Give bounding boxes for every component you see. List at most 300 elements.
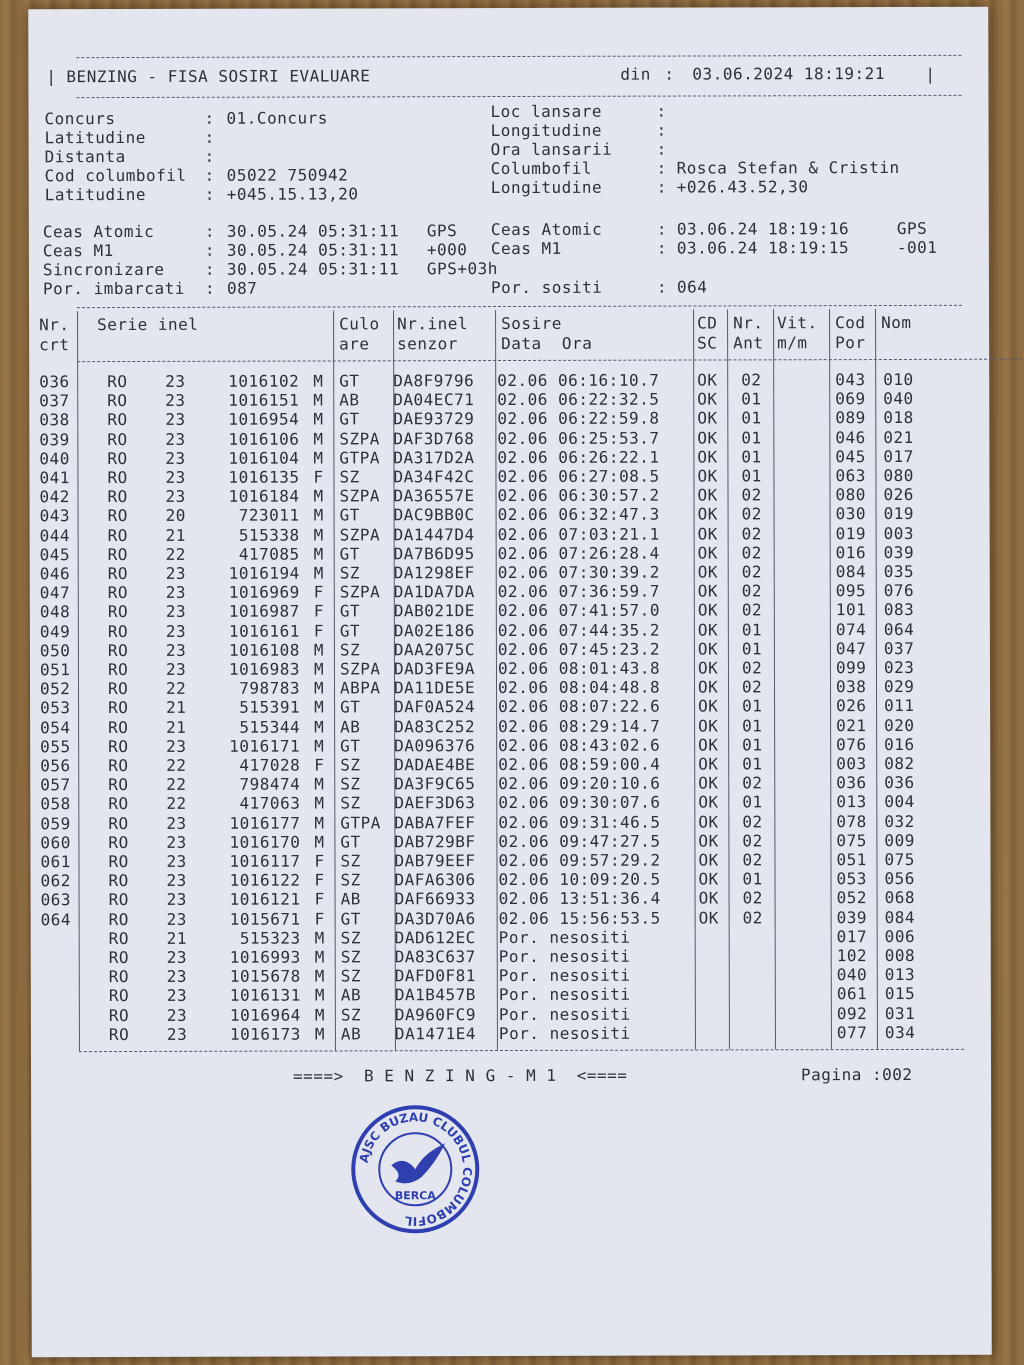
table-column-divider	[77, 311, 80, 1051]
row-arrival: Por. nesositi	[498, 946, 631, 967]
row-ring: 798783	[239, 678, 301, 698]
header-vit-2: m/m	[777, 333, 808, 353]
row-nr: 052	[39, 679, 71, 699]
row-arrival: 02.06 08:01:43.8	[497, 658, 661, 679]
row-color: SZ	[340, 947, 362, 967]
row-cdsc: OK	[697, 466, 718, 486]
row-ring: 1016964	[229, 1005, 301, 1025]
table-column-divider	[693, 310, 696, 1050]
row-nom: 008	[884, 945, 916, 966]
clock-value: 087	[226, 278, 258, 298]
info-value: +045.15.13,20	[226, 184, 359, 204]
row-color: SZ	[340, 928, 361, 948]
row-color: SZ	[340, 966, 362, 986]
row-antenna: 02	[742, 773, 763, 793]
row-color: SZ	[340, 851, 361, 871]
header-ant-2: Ant	[733, 333, 764, 353]
row-country: RO	[107, 391, 128, 411]
row-year: 23	[166, 851, 187, 871]
row-color: AB	[340, 889, 361, 909]
info-value: 05022 750942	[226, 165, 349, 185]
row-ring: 1016161	[228, 621, 300, 641]
row-nom: 003	[883, 523, 915, 543]
printout-sheet	[28, 7, 992, 1358]
row-arrival: 02.06 08:59:00.4	[498, 754, 661, 775]
info-sep: :	[656, 177, 667, 197]
row-nom: 009	[884, 830, 915, 850]
row-nr: 039	[39, 429, 70, 449]
info-sep: :	[204, 108, 215, 128]
row-sex: M	[313, 371, 324, 391]
row-arrival: 02.06 07:44:35.2	[497, 620, 661, 640]
row-sensor: DA1447D4	[393, 524, 475, 544]
footer-banner: ====> B E N Z I N G - M 1 <====	[293, 1065, 628, 1086]
row-arrival: 02.06 06:22:59.8	[497, 408, 660, 429]
row-antenna: 02	[741, 658, 763, 678]
row-country: RO	[108, 967, 130, 987]
row-sex: F	[314, 870, 325, 890]
report-date-sep: :	[664, 64, 675, 84]
clock-sep: :	[204, 240, 216, 260]
row-cdsc: OK	[697, 658, 719, 678]
row-sex: F	[313, 467, 324, 487]
row-nom: 037	[883, 638, 915, 658]
row-arrival: 02.06 08:07:22.6	[498, 696, 661, 717]
row-ring: 1016194	[228, 563, 300, 583]
row-cdsc: OK	[698, 908, 719, 928]
row-cdsc: OK	[698, 792, 719, 812]
row-sex: M	[313, 525, 324, 545]
row-cdsc: OK	[698, 696, 719, 716]
row-nr: 055	[40, 736, 71, 757]
row-color: AB	[340, 1024, 362, 1044]
row-color: SZ	[340, 1004, 362, 1025]
row-sex: M	[314, 985, 325, 1005]
row-ring: 417085	[238, 544, 300, 564]
row-cod: 078	[836, 811, 867, 831]
row-sex: F	[314, 909, 325, 929]
row-year: 21	[166, 717, 187, 737]
row-nom: 064	[883, 619, 915, 639]
row-ring: 1016106	[228, 429, 300, 449]
row-nr: 059	[40, 813, 71, 833]
row-cod: 074	[835, 619, 867, 639]
row-sex: M	[314, 1005, 326, 1025]
row-sensor: DABA7FEF	[394, 812, 476, 832]
row-antenna: 02	[741, 562, 763, 582]
row-country: RO	[107, 583, 129, 603]
clock-sep: :	[204, 259, 216, 279]
row-color: SZPA	[339, 486, 381, 506]
row-sensor: DA3D70A6	[394, 908, 476, 928]
row-color: GT	[340, 832, 361, 852]
info-sep: :	[204, 184, 215, 204]
header-culoare: Culo	[339, 314, 380, 334]
row-nom: 023	[883, 657, 915, 678]
row-year: 23	[166, 986, 188, 1006]
row-nom: 036	[884, 773, 915, 793]
header-cod: Cod	[835, 313, 866, 333]
row-country: RO	[108, 736, 129, 756]
row-country: RO	[108, 832, 129, 852]
row-cdsc: OK	[697, 677, 719, 697]
row-sex: F	[314, 755, 325, 775]
row-year: 23	[165, 640, 187, 660]
row-sensor: DA02E186	[393, 620, 475, 640]
row-arrival: 02.06 07:36:59.7	[497, 581, 660, 602]
row-year: 23	[165, 391, 186, 411]
row-antenna: 02	[742, 907, 763, 927]
row-color: AB	[340, 985, 362, 1005]
clock-extra: GPS	[426, 221, 458, 241]
row-nom: 016	[884, 734, 915, 754]
row-country: RO	[108, 775, 129, 795]
clock-label: Ceas Atomic	[490, 219, 603, 240]
top-divider	[76, 55, 961, 58]
row-antenna: 02	[741, 523, 762, 543]
report-title: BENZING - FISA SOSIRI EVALUARE	[66, 66, 371, 87]
row-cdsc: OK	[697, 524, 718, 544]
row-sex: M	[314, 697, 325, 717]
clock-label: Ceas M1	[490, 238, 562, 259]
row-nr: 056	[40, 756, 71, 776]
clock-value: 30.05.24 05:31:11	[226, 240, 400, 260]
row-ring: 515338	[238, 525, 300, 545]
clock-value: 30.05.24 05:31:11	[226, 221, 400, 241]
row-year: 23	[166, 832, 187, 852]
row-color: SZ	[340, 755, 361, 775]
row-sex: M	[313, 505, 324, 525]
row-sensor: DAF0A524	[394, 697, 476, 717]
row-antenna: 02	[741, 677, 763, 697]
clock-extra: GPS	[896, 218, 928, 238]
row-ring: 1016993	[229, 947, 301, 967]
row-cdsc: OK	[697, 485, 718, 505]
row-ring: 1016983	[229, 659, 300, 679]
row-ring: 1016122	[229, 870, 301, 890]
row-sensor: DA11DE5E	[393, 678, 476, 698]
row-year: 22	[166, 755, 187, 775]
row-year: 23	[165, 410, 186, 430]
row-cdsc: OK	[697, 389, 718, 409]
row-year: 23	[165, 659, 187, 679]
row-sex: M	[313, 678, 325, 698]
row-ring: 1015678	[229, 966, 301, 986]
row-cod: 061	[836, 984, 868, 1004]
row-cod: 101	[835, 600, 867, 620]
row-arrival: 02.06 07:45:23.2	[497, 639, 661, 659]
row-ring: 1016117	[229, 851, 301, 871]
row-nom: 006	[884, 926, 916, 946]
row-sensor: DAFD0F81	[394, 966, 476, 986]
row-nom: 004	[884, 792, 915, 812]
header-cod-2: Por	[835, 333, 866, 353]
row-ring: 1016954	[228, 409, 300, 430]
row-nr: 040	[39, 448, 70, 469]
row-sex: F	[313, 582, 324, 602]
row-country: RO	[107, 679, 129, 699]
row-arrival: 02.06 06:16:10.7	[497, 370, 660, 391]
row-sensor: DADAE4BE	[394, 755, 476, 775]
row-sensor: DA096376	[394, 735, 476, 756]
header-sosire-2: Data Ora	[501, 333, 593, 354]
row-cod: 075	[836, 830, 867, 850]
row-country: RO	[107, 640, 129, 660]
row-cdsc: OK	[697, 447, 718, 467]
row-sex: M	[313, 429, 324, 449]
row-year: 21	[165, 525, 186, 545]
row-ring: 515391	[239, 697, 301, 718]
row-nom: 068	[884, 888, 915, 908]
row-country: RO	[107, 410, 128, 430]
row-year: 22	[165, 544, 186, 564]
row-cod: 046	[835, 427, 866, 447]
row-sensor: DA3F9C65	[394, 774, 476, 794]
row-cod: 099	[835, 658, 867, 678]
row-arrival: Por. nesositi	[498, 927, 631, 947]
row-cdsc: OK	[697, 504, 718, 524]
row-nom: 080	[883, 465, 914, 486]
row-antenna: 01	[741, 639, 763, 659]
row-sensor: DAE93729	[393, 409, 475, 429]
row-nom: 040	[883, 389, 914, 409]
row-arrival: 02.06 09:57:29.2	[498, 850, 661, 871]
header-culoare-2: are	[339, 334, 370, 354]
row-year: 23	[166, 871, 187, 891]
clock-sep: :	[656, 219, 667, 239]
table-bottom-divider	[79, 1049, 964, 1052]
clock-label: Ceas Atomic	[42, 221, 155, 242]
row-sensor: DA04EC71	[393, 390, 475, 410]
clock-sep: :	[656, 277, 668, 297]
clock-sep: :	[656, 238, 668, 258]
row-nom: 015	[884, 984, 916, 1004]
row-cdsc: OK	[697, 428, 718, 448]
stamp-ring-text: AJSC BUZAU CLUBUL COLUMBOFIL	[356, 1110, 475, 1229]
row-sensor: DA1471E4	[394, 1023, 477, 1044]
row-nom: 019	[883, 504, 914, 524]
row-color: SZ	[339, 563, 361, 583]
row-sex: M	[313, 448, 324, 468]
row-color: GT	[339, 409, 360, 429]
row-ring: 1016151	[228, 390, 300, 410]
row-country: RO	[107, 468, 128, 488]
row-antenna: 01	[741, 408, 762, 428]
row-cod: 013	[836, 792, 867, 812]
row-nom: 018	[883, 408, 914, 428]
row-cod: 045	[835, 446, 866, 466]
row-ring: 1016184	[228, 486, 300, 506]
info-value: 01.Concurs	[226, 108, 328, 128]
header-ant: Nr.	[733, 313, 764, 333]
row-ring: 1016135	[228, 467, 300, 487]
row-arrival: 02.06 06:32:47.3	[497, 504, 660, 525]
row-color: GT	[340, 697, 361, 717]
row-nr: 036	[39, 372, 70, 392]
row-sensor: DA34F42C	[393, 467, 475, 487]
row-ring: 1016121	[229, 889, 301, 910]
table-column-divider	[875, 309, 878, 1049]
row-country: RO	[108, 890, 129, 910]
clock-label: Por. sositi	[490, 277, 603, 298]
row-cdsc: OK	[697, 543, 718, 563]
row-year: 22	[165, 679, 187, 699]
row-country: RO	[107, 563, 129, 584]
row-country: RO	[107, 525, 128, 545]
info-label: Cod columbofil	[44, 165, 187, 186]
row-antenna: 01	[741, 466, 762, 486]
row-country: RO	[107, 621, 129, 641]
row-antenna: 01	[742, 715, 763, 735]
row-nom: 075	[884, 849, 915, 870]
header-divider	[76, 95, 961, 98]
row-sensor: DA1298EF	[393, 563, 475, 583]
row-sensor: DA8F9796	[393, 371, 475, 391]
row-arrival: 02.06 09:30:07.6	[498, 792, 661, 813]
row-arrival: 02.06 09:31:46.5	[498, 812, 661, 832]
row-ring: 1016969	[228, 582, 300, 602]
row-antenna: 01	[742, 792, 763, 812]
header-senzor: Nr.inel	[397, 314, 469, 334]
row-arrival: Por. nesositi	[498, 965, 631, 986]
row-sex: M	[314, 947, 325, 967]
row-cdsc: OK	[698, 831, 719, 851]
row-color: SZPA	[339, 582, 381, 602]
info-value: Rosca Stefan & Cristin	[676, 157, 900, 178]
row-sensor: DAF3D768	[393, 428, 475, 448]
info-label: Distanta	[44, 147, 126, 167]
table-header-divider	[77, 359, 1022, 362]
header-senzor-2: senzor	[397, 334, 458, 354]
row-color: GTPA	[339, 448, 380, 468]
row-country: RO	[108, 871, 129, 891]
row-ring: 1016131	[229, 985, 301, 1006]
row-cdsc: OK	[697, 408, 718, 428]
row-sensor: DA1DA7DA	[393, 582, 475, 602]
info-sep: :	[204, 165, 215, 185]
page-number: Pagina :002	[801, 1064, 913, 1085]
row-ring: 515344	[239, 717, 301, 737]
row-ring: 417028	[239, 755, 301, 775]
row-sensor: DAEF3D63	[394, 793, 476, 813]
row-sex: M	[313, 486, 324, 506]
row-arrival: 02.06 06:30:57.2	[497, 485, 660, 506]
row-year: 23	[165, 371, 186, 391]
row-nr: 050	[39, 640, 71, 661]
row-arrival: Por. nesositi	[498, 985, 631, 1005]
row-year: 23	[166, 1005, 188, 1025]
header-cdsc-2: SC	[697, 333, 718, 353]
table-top-divider	[77, 305, 962, 308]
row-nom: 026	[883, 485, 914, 505]
row-nr: 045	[39, 544, 71, 565]
row-nr: 054	[40, 717, 71, 737]
row-antenna: 01	[741, 447, 762, 467]
table-column-divider	[333, 310, 336, 1050]
row-antenna: 01	[741, 619, 763, 639]
row-nr: 061	[40, 852, 71, 872]
clock-extra: -001	[896, 237, 938, 257]
info-label: Loc lansare	[490, 101, 602, 122]
row-year: 21	[166, 928, 187, 948]
row-cod: 080	[835, 485, 866, 505]
row-nom: 029	[883, 677, 915, 697]
row-antenna: 02	[742, 888, 763, 908]
row-color: SZ	[340, 774, 361, 794]
row-country: RO	[107, 372, 128, 392]
row-nr: 063	[40, 890, 72, 910]
row-cdsc: OK	[698, 812, 719, 832]
row-nom: 082	[884, 753, 915, 774]
clock-label: Sincronizare	[42, 259, 165, 280]
row-nr: 053	[40, 698, 71, 718]
row-nr: 057	[40, 775, 71, 795]
row-year: 23	[165, 467, 186, 487]
info-value: +026.43.52,30	[676, 177, 809, 197]
clock-extra: +000	[426, 240, 468, 260]
row-ring: 1016171	[229, 736, 301, 756]
row-cod: 052	[836, 888, 867, 908]
clock-sep: :	[204, 221, 215, 241]
header-bar-left: |	[46, 67, 57, 87]
row-country: RO	[108, 1005, 130, 1025]
row-cdsc: OK	[698, 716, 719, 736]
row-nr: 049	[39, 621, 71, 641]
row-year: 23	[165, 448, 186, 468]
row-year: 23	[165, 487, 186, 507]
header-serie: Serie inel	[97, 314, 199, 335]
row-ring: 1015671	[229, 909, 301, 929]
row-sex: F	[314, 889, 325, 909]
row-nom: 035	[883, 561, 915, 582]
row-cod: 077	[836, 1022, 868, 1042]
row-cod: 019	[835, 523, 867, 543]
row-year: 23	[166, 947, 188, 967]
row-color: GTPA	[340, 812, 381, 833]
row-sensor: DA7B6D95	[393, 543, 475, 564]
row-sensor: DAB021DE	[393, 601, 475, 621]
row-sex: M	[314, 736, 325, 756]
row-cod: 021	[836, 715, 867, 735]
row-cdsc: OK	[698, 888, 719, 908]
row-arrival: 02.06 15:56:53.5	[498, 908, 661, 928]
row-ring: 798474	[239, 774, 301, 794]
row-sex: M	[314, 1024, 326, 1044]
club-stamp	[349, 1103, 481, 1235]
report-date-label: din	[620, 64, 651, 84]
row-cod: 003	[836, 754, 867, 774]
row-year: 23	[166, 736, 187, 756]
row-country: RO	[108, 851, 129, 872]
row-country: RO	[108, 813, 129, 833]
row-sex: F	[313, 621, 325, 641]
info-sep: :	[204, 127, 215, 147]
row-antenna: 02	[741, 600, 763, 620]
row-country: RO	[108, 928, 129, 948]
row-color: GT	[340, 736, 361, 756]
row-color: ABPA	[339, 678, 381, 698]
row-nr: 062	[40, 871, 71, 891]
row-nom: 034	[884, 1022, 916, 1042]
row-arrival: 02.06 08:29:14.7	[498, 716, 661, 736]
row-sex: M	[314, 966, 325, 986]
row-country: RO	[107, 487, 128, 507]
row-nr: 043	[39, 506, 70, 526]
row-country: RO	[107, 429, 128, 449]
row-cod: 069	[835, 389, 866, 409]
info-label: Longitudine	[490, 177, 603, 198]
row-sex: M	[314, 928, 325, 948]
